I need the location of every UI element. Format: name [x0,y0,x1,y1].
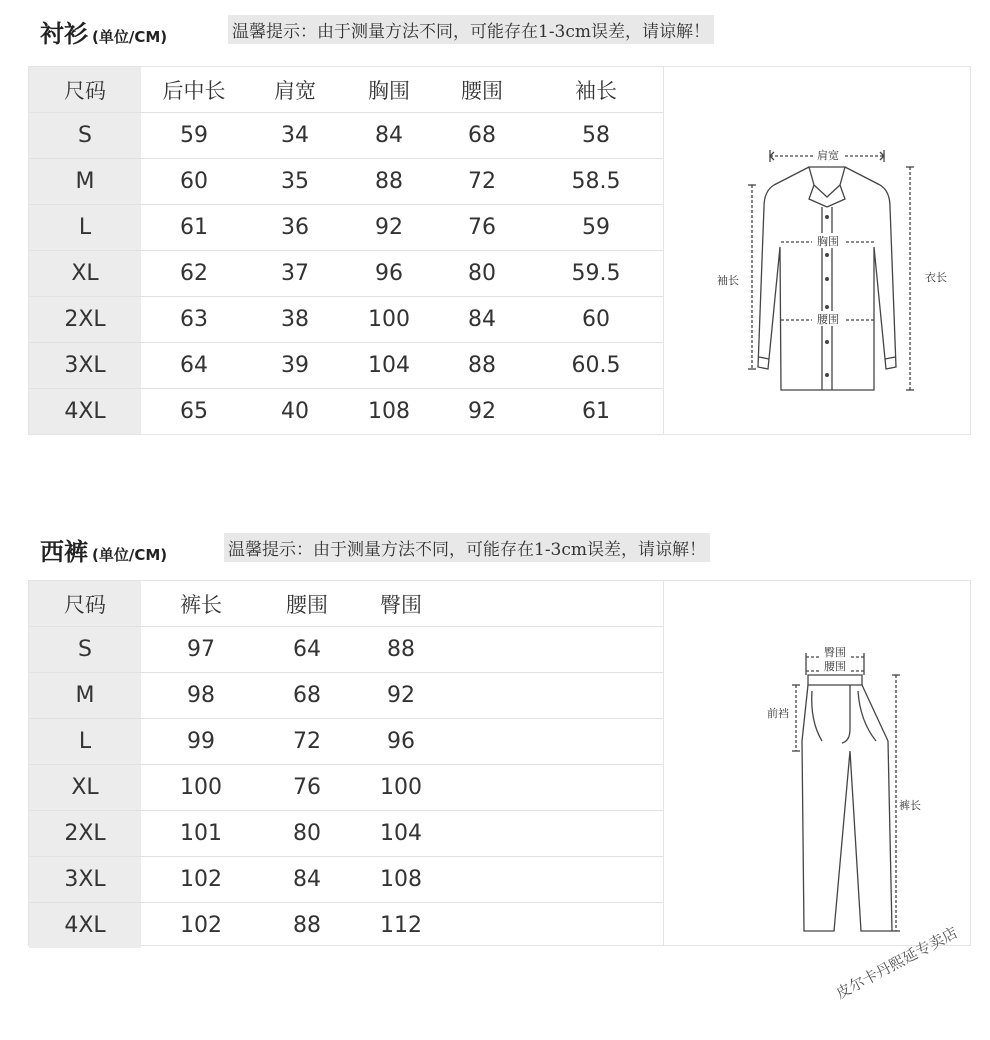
shirt-outline-icon [664,67,970,434]
shirt-title [40,14,167,49]
shirt-label-sleeve: 袖长 [717,274,739,287]
measure-cell: 100 [141,765,261,811]
measure-cell: 59 [141,113,247,159]
measure-cell: 112 [380,913,422,938]
measure-cell: 37 [247,251,343,297]
empty-cell [449,627,663,673]
shirt-label-waist: 腰围 [817,313,839,326]
measure-cell: 62 [141,251,247,297]
pants-label-hip: 臀围 [824,646,846,659]
measure-cell: 88 [293,913,321,938]
pants-diagram [664,581,970,949]
measure-cell: 60 [529,297,663,343]
pants-unit: (单位/CM) [92,546,168,564]
measure-cell: 65 [180,399,208,424]
measure-cell: 68 [261,673,353,719]
measure-cell: 80 [435,251,529,297]
shirt-label-length: 衣长 [925,271,947,284]
measure-cell: 64 [141,343,247,389]
measure-cell: 100 [353,765,449,811]
empty-cell [449,673,663,719]
column-header: 尺码 [29,581,141,627]
measure-cell: 63 [141,297,247,343]
empty-cell [449,857,663,903]
empty-header-cell [449,581,663,627]
shirt-unit: (单位/CM) [92,28,168,46]
pants-size-panel [28,580,971,946]
size-cell: M [29,159,141,205]
table-row [29,389,663,435]
measure-cell: 68 [435,113,529,159]
measure-cell: 101 [141,811,261,857]
table-row [29,627,663,673]
empty-cell [449,765,663,811]
shirt-size-panel [28,66,971,435]
table-row [29,811,663,857]
measure-cell: 39 [247,343,343,389]
column-header: 臀围 [353,581,449,627]
measure-cell: 98 [141,673,261,719]
shirt-tip: 温馨提示：由于测量方法不同，可能存在1-3cm误差，请谅解！ [228,15,714,44]
measure-cell: 104 [353,811,449,857]
column-header: 尺码 [29,67,141,113]
size-cell: S [29,113,141,159]
measure-cell: 84 [261,857,353,903]
measure-cell: 97 [141,627,261,673]
measure-cell: 35 [247,159,343,205]
table-row [29,113,663,159]
size-cell: 4XL [29,389,141,435]
table-row [29,719,663,765]
store-watermark: 皮尔卡丹熙延专卖店 [832,923,961,1003]
measure-cell: 99 [141,719,261,765]
size-cell: 2XL [29,297,141,343]
measure-cell: 100 [343,297,435,343]
column-header: 肩宽 [247,67,343,113]
shirt-title-text: 衬衫 [40,20,88,48]
measure-cell: 88 [353,627,449,673]
measure-cell: 92 [353,673,449,719]
measure-cell: 108 [368,399,410,424]
measure-cell: 58.5 [529,159,663,205]
size-cell: S [29,627,141,673]
measure-cell: 96 [343,251,435,297]
measure-cell: 102 [141,857,261,903]
shirt-label-shoulder: 肩宽 [817,149,839,162]
measure-cell: 102 [180,913,222,938]
measure-cell: 88 [435,343,529,389]
table-row [29,205,663,251]
table-header-row [29,67,663,113]
pants-label-length: 裤长 [899,799,921,812]
measure-cell: 59 [529,205,663,251]
pants-tip: 温馨提示：由于测量方法不同，可能存在1-3cm误差，请谅解！ [224,533,710,562]
table-row [29,297,663,343]
table-row [29,251,663,297]
size-cell: L [29,205,141,251]
size-cell: M [29,673,141,719]
pants-label-rise: 前裆 [767,707,789,720]
size-cell: 4XL [29,903,141,949]
pants-title [40,532,167,567]
shirt-label-chest: 胸围 [817,235,839,248]
measure-cell: 108 [353,857,449,903]
empty-cell [449,719,663,765]
column-header: 裤长 [141,581,261,627]
column-header: 腰围 [261,581,353,627]
pants-size-table [29,581,663,948]
measure-cell: 61 [141,205,247,251]
pants-label-waist: 腰围 [824,660,846,673]
measure-cell: 96 [353,719,449,765]
measure-cell: 59.5 [529,251,663,297]
measure-cell: 72 [435,159,529,205]
column-header: 袖长 [529,67,663,113]
measure-cell: 58 [529,113,663,159]
measure-cell: 61 [582,399,610,424]
shirt-diagram [664,67,970,438]
pants-outline-icon [664,581,970,945]
empty-cell [449,811,663,857]
table-row [29,765,663,811]
measure-cell: 88 [343,159,435,205]
column-header: 腰围 [435,67,529,113]
table-row [29,857,663,903]
column-header: 后中长 [141,67,247,113]
column-header: 胸围 [343,67,435,113]
measure-cell: 60.5 [529,343,663,389]
measure-cell: 84 [343,113,435,159]
size-cell: XL [29,251,141,297]
shirt-size-table [29,67,663,434]
measure-cell: 76 [261,765,353,811]
table-row [29,903,663,949]
measure-cell: 64 [261,627,353,673]
empty-cell [449,903,663,949]
size-cell: 3XL [29,343,141,389]
table-header-row [29,581,663,627]
size-cell: L [29,719,141,765]
measure-cell: 40 [281,399,309,424]
measure-cell: 60 [141,159,247,205]
measure-cell: 34 [247,113,343,159]
measure-cell: 104 [343,343,435,389]
measure-cell: 38 [247,297,343,343]
table-row [29,159,663,205]
table-row [29,343,663,389]
table-row [29,673,663,719]
measure-cell: 36 [247,205,343,251]
measure-cell: 76 [435,205,529,251]
measure-cell: 80 [261,811,353,857]
measure-cell: 84 [435,297,529,343]
measure-cell: 92 [468,399,496,424]
measure-cell: 72 [261,719,353,765]
size-cell: XL [29,765,141,811]
pants-title-text: 西裤 [40,538,88,566]
size-cell: 3XL [29,857,141,903]
measure-cell: 92 [343,205,435,251]
size-cell: 2XL [29,811,141,857]
